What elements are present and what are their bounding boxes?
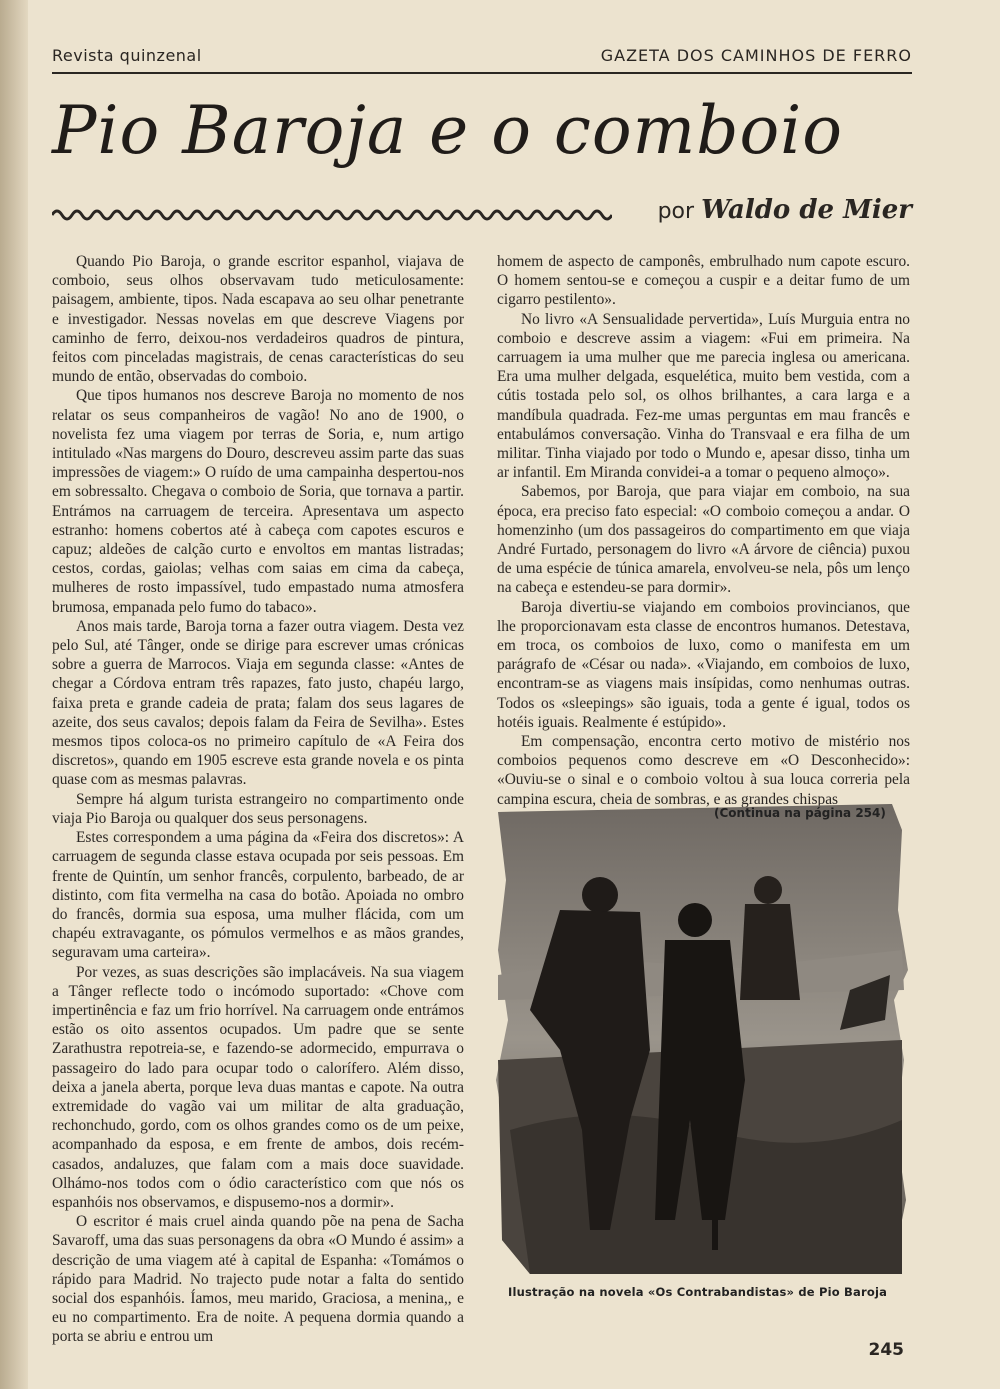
paragraph: Em compensação, encontra certo motivo de mistério nos comboios pequenos como descreve em «O Desconhecido»: «Ouviu-se o sinal e o comboio voltou à sua louca correria pela campina escura, cheia de sombras, e as grandes chispas xyxy=(497,733,910,808)
page-number: 245 xyxy=(868,1340,904,1360)
paragraph: Estes correspondem a uma página da «Feira dos discretos»: A carruagem de segunda classe estava ocupada por seis pessoas. Em frente de Quintín, um senhor francês, corpulento, barbeado, de ar distinto, com fita vermelha na casa do botão. Apoiada no ombro do francês, dormia sua esposa, uma mulher flácida, com um chapéu extravagante, os pómulos vermelhos e as mãos grandes, seguravam uma carteira». xyxy=(52,829,464,962)
paragraph: Sabemos, por Baroja, que para viajar em comboio, na sua época, era preciso fato especial: «O comboio começou a andar. O homenzinho (um dos passageiros do compartimento em que viaja André Furtado, personagem do livro «A árvore de ciência) puxou de uma espécie de túnica amarela, envolveu-se nela, pôs um lenço na cabeça e estendeu-se para dormir». xyxy=(497,483,910,597)
paragraph: Quando Pio Baroja, o grande escritor espanhol, viajava de comboio, seus olhos observavam tudo meticulosamente: paisagem, ambiente, tipos. Nada escapava ao seu olhar penetrante e investigador. Nessas novelas em que descreve Viagens por caminho de ferro, deixou-nos verdadeiros quadros de pintura, feitos com pinceladas magistrais, de cenas características do seu mundo de então, observadas do comboio. xyxy=(52,253,464,386)
running-header-right: GAZETA DOS CAMINHOS DE FERRO xyxy=(600,46,912,65)
article-title: Pio Baroja e o comboio xyxy=(52,92,844,169)
byline xyxy=(658,195,912,225)
paragraph-continuation: homem de aspecto de camponês, embrulhado num capote escuro. O homem sentou-se e começou a cuspir e a deitar fumo de um cigarro pestilento». xyxy=(497,253,910,309)
paragraph: O escritor é mais cruel ainda quando põe na pena de Sacha Savaroff, uma das suas personagens da obra «O Mundo é assim» a descrição de uma viagem até à capital de Espanha: «Tomámos o rápido para Madrid. No trajecto pude notar a falta do sentido social dos espanhóis. Íamos, meu marido, Graciosa, a menina,, e eu no compartimento. Era de noite. A pequena dormia quando a porta se abriu e entrou um xyxy=(52,1213,464,1346)
right-text-column xyxy=(497,252,910,809)
running-header-left: Revista quinzenal xyxy=(52,46,202,65)
byline-prefix: por xyxy=(657,199,695,224)
continued-note: (Continua na página 254) xyxy=(714,806,886,820)
paragraph: Por vezes, as suas descrições são implacáveis. Na sua viagem a Tânger reflecte todo o incómodo suportado: «Chove com impertinência e faz um frio horrível. Na carruagem onde entrámos estão os oito assentos ocupados. Um padre que se sente Zarathustra repotreia-se, e fazendo-se adormecido, empurrava o passageiro do lado para ocupar todo o calorífero. Além disso, deixa a janela aberta, porque leva duas mantas e capote. Na outra extremidade do vagão vai um militar de alta graduação, rechonchudo, gordo, com os olhos grandes como os de um peixe, acompanhado da esposa, e em frente de ambos, dois recém-casados, andaluzes, que falam com a mais doce suavidade. Olhámo-nos todos com o ódio característico com que nós os espanhóis nos observamos, e dispusemo-nos a dormir». xyxy=(52,963,464,1211)
header-rule xyxy=(52,72,912,74)
paragraph: Que tipos humanos nos descreve Baroja no momento de nos relatar os seus companheiros de vagão! No ano de 1900, o novelista fez uma viagem por terras de Soria, e, num artigo intitulado «Nas margens do Douro, descreveu assim parte das suas impressões de viagem:» O ruído de uma campainha despertou-nos em sobressalto. Chegava o comboio de Soria, que tornava a partir. Entrámos na carruagem de terceira. Apresentava um aspecto estranho: homens cobertos até à cabeça com capotes escuros e capuz; aldeões de calção curto e envoltos em mantas listradas; cestos, cordas, gaiolas; velhas com saias em cima da cabeça, mulheres de rosto impassível, tudo empastado numa atmosfera brumosa, empanada pelo fumo do tabaco». xyxy=(52,387,464,616)
page-gutter-shadow xyxy=(0,0,28,1389)
paragraph: No livro «A Sensualidade pervertida», Luís Murguia entra no comboio e descreve assim a viagem: «Fui em primeira. Na carruagem ia uma mulher que me parecia inglesa ou americana. Era uma mulher delgada, esquelética, muito bem vestida, com a cútis tostada pelo sol, os olhos brilhantes, a cara larga e a mandíbula quadrada. Fez-me umas perguntas em mau francês e entabulámos conversação. Vinha do Transvaal e era filha de um militar. Tinha viajado por todo o Mundo e, apesar disso, tinha um ar infantil. Em Miranda convidei-a a tomar o pequeno almoço». xyxy=(497,310,910,482)
author-name: Waldo de Mier xyxy=(701,195,912,225)
paragraph: Baroja divertiu-se viajando em comboios provincianos, que lhe proporcionavam esta classe de encontros humanos. Detestava, em troca, os comboios de luxo, como o manifesta em um parágrafo de «César ou nada». «Viajando, em comboios de luxo, encontram-se as viagens mais insípidas, como nenhumas outras. Todos os «sleepings» são iguais, toda a gente é igual, todos os hotéis iguais. Realmente é estúpido». xyxy=(497,598,910,731)
illustration-smugglers xyxy=(490,800,910,1280)
illustration-caption: Ilustração na novela «Os Contrabandistas» de Pio Baroja xyxy=(508,1285,888,1299)
decorative-wave-rule xyxy=(52,205,612,225)
paragraph: Sempre há algum turista estrangeiro no compartimento onde viaja Pio Baroja ou qualquer dos seus personagens. xyxy=(52,790,464,827)
left-text-column xyxy=(52,252,464,1347)
paragraph: Anos mais tarde, Baroja torna a fazer outra viagem. Desta vez pelo Sul, até Tânger, onde se dirige para escrever umas crónicas sobre a guerra de Marrocos. Viaja em segunda classe: «Antes de chegar a Córdova entram três rapazes, fato justo, chapéu largo, faixa preta e grande cadeia de prata; falam dos seus lagares de azeite, dos seus cavalos; depois falam da Feira de Sevilha». Estes mesmos tipos coloca-os no primeiro capítulo de «A Feira dos discretos», quando em 1905 escreve esta grande novela e os pinta quase com as mesmas palavras. xyxy=(52,617,464,789)
